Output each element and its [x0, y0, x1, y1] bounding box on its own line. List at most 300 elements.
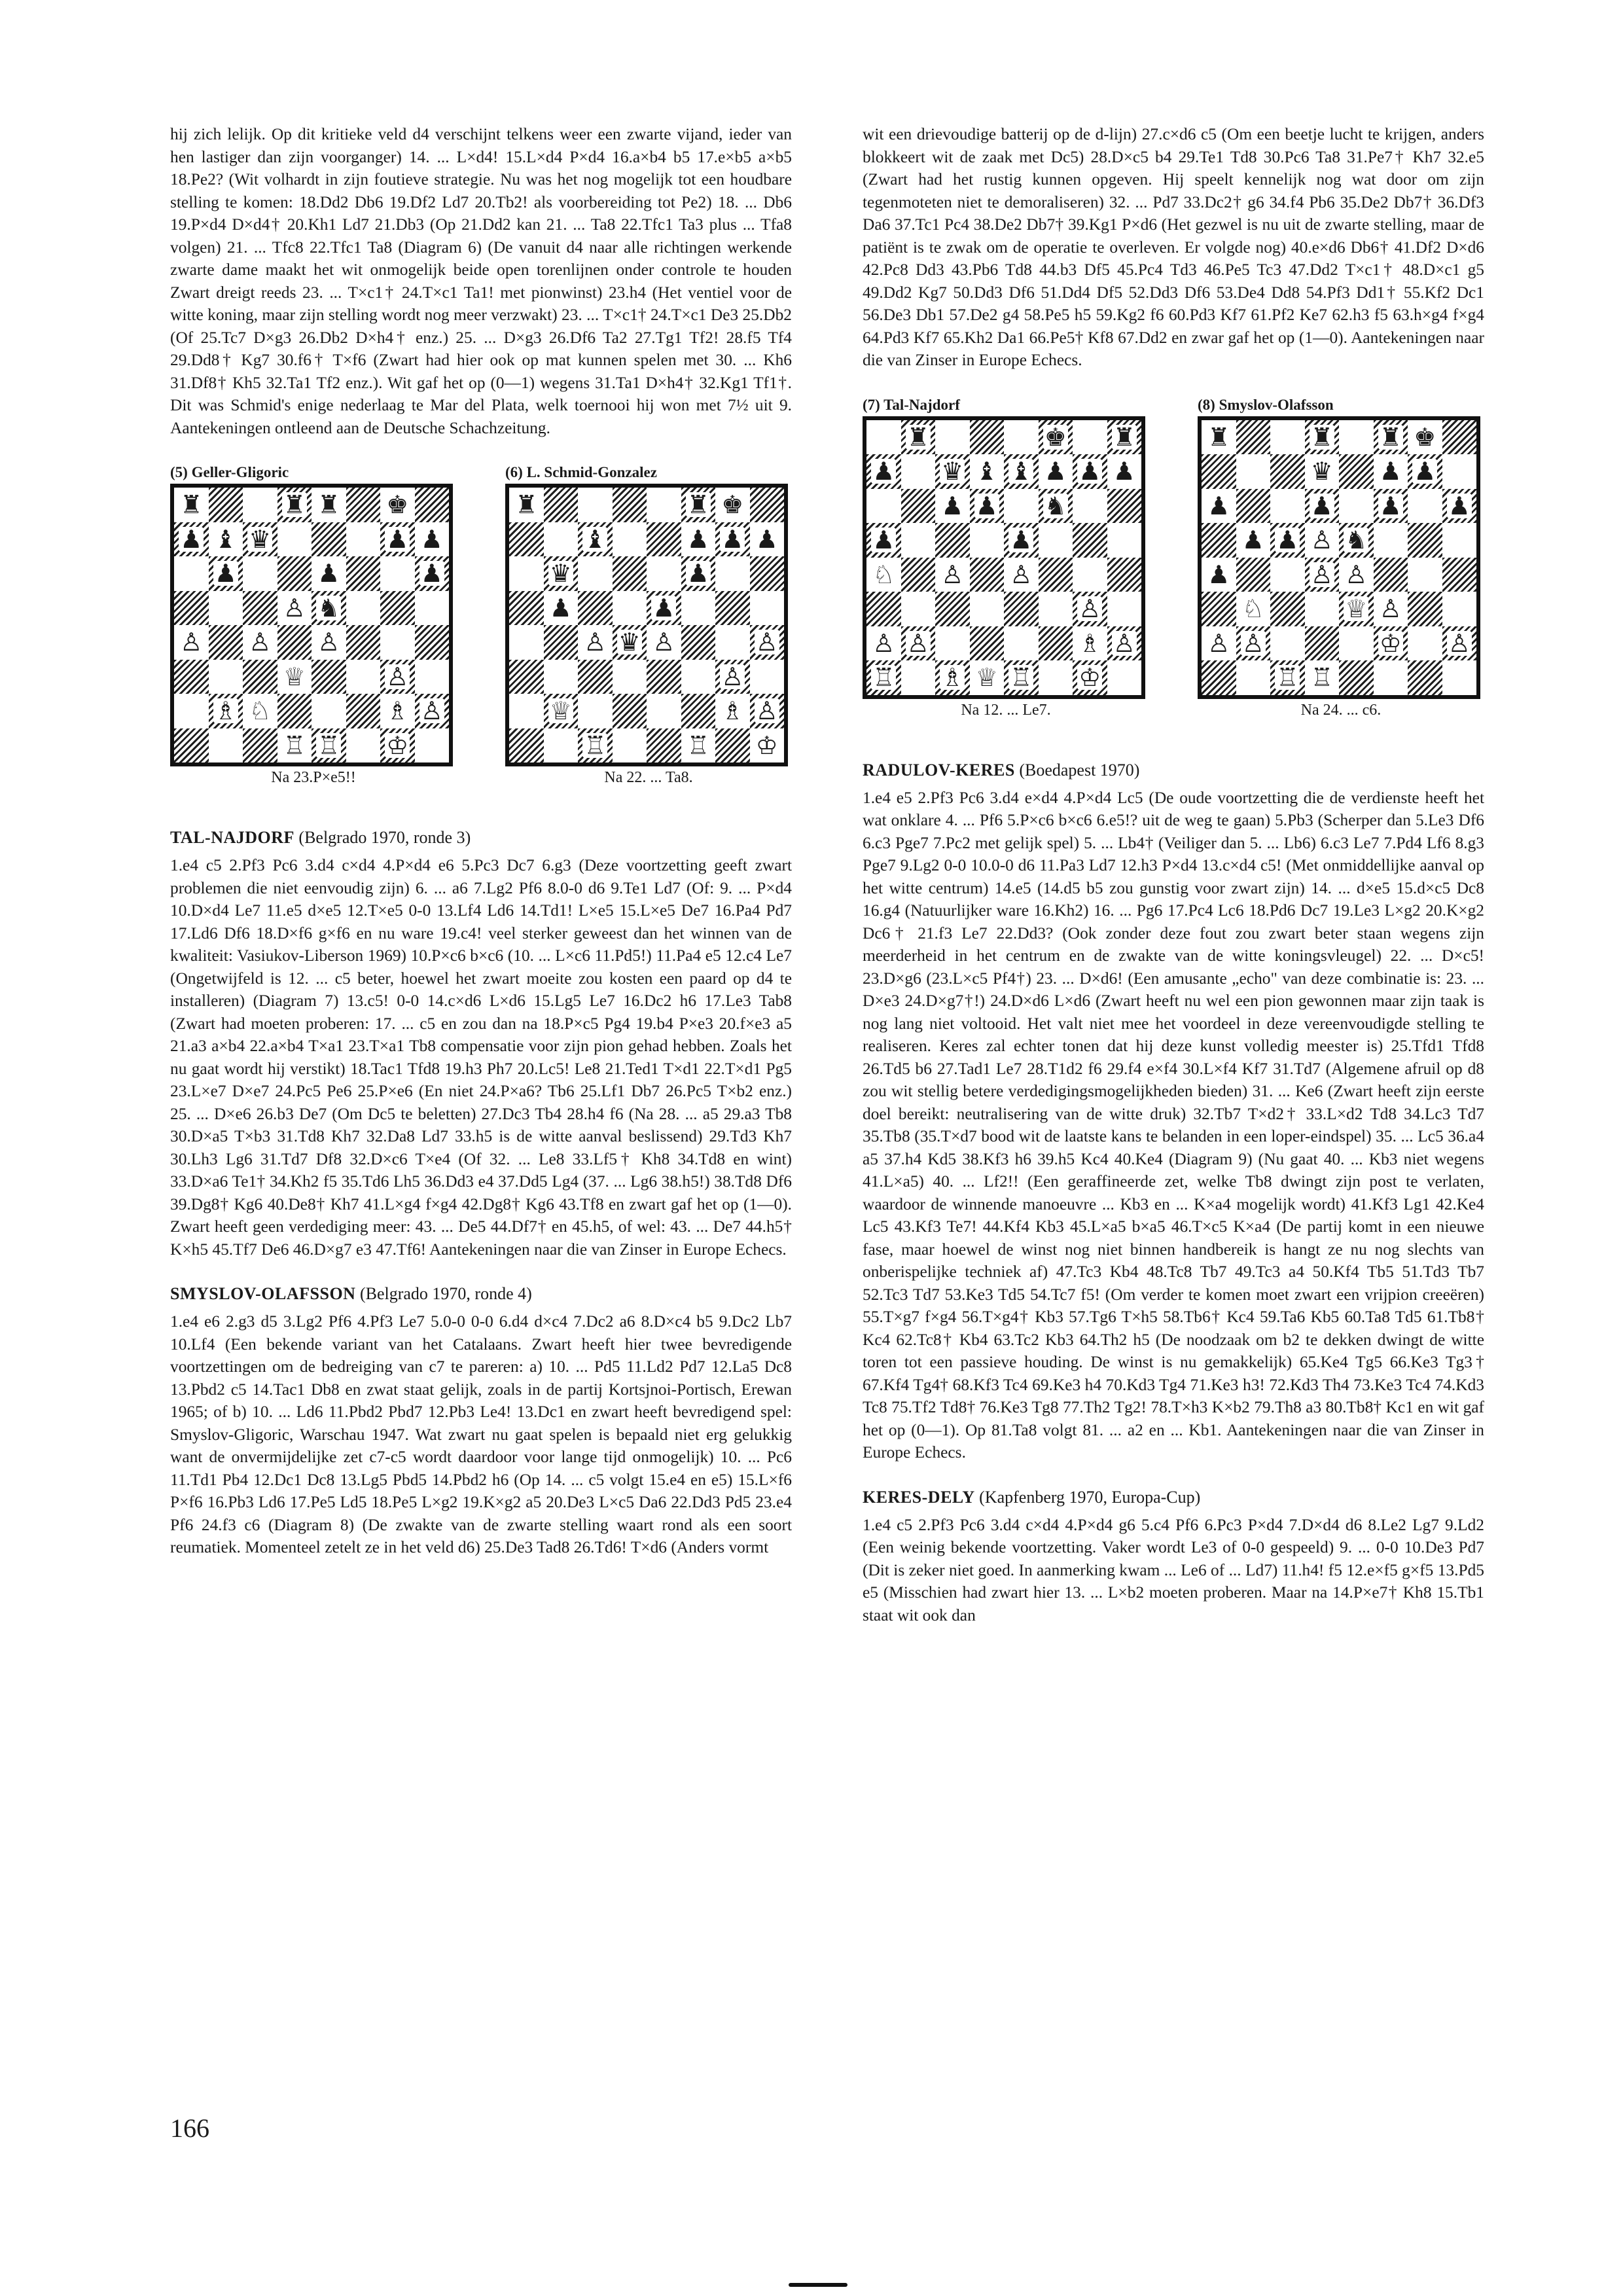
board-square [1039, 626, 1073, 661]
board-square [544, 660, 579, 694]
board-square [1305, 454, 1340, 489]
board-square [715, 488, 750, 522]
board-square [970, 592, 1005, 626]
chess-board [170, 484, 453, 766]
diagram-position-note: Na 12. ... Le7. [961, 701, 1051, 719]
chess-piece: ♗ [721, 696, 744, 726]
board-square [935, 660, 970, 695]
board-square [174, 728, 209, 763]
board-square [1004, 489, 1039, 524]
board-square [613, 660, 647, 694]
board-square [1374, 454, 1408, 489]
game-players: KERES-DELY [863, 1487, 975, 1507]
board-square [174, 694, 209, 728]
chess-piece: ♟ [1276, 526, 1299, 555]
board-square [613, 625, 647, 660]
board-square [243, 694, 277, 728]
board-square [1039, 592, 1073, 626]
board-square [1236, 592, 1271, 626]
board-square [1339, 523, 1374, 558]
diagram-position-note: Na 24. ... c6. [1300, 701, 1382, 719]
board-square [901, 489, 936, 524]
chess-piece: ♛ [1310, 457, 1333, 486]
board-square [509, 728, 544, 763]
board-square [415, 625, 450, 660]
chess-piece: ♟ [872, 526, 895, 555]
chess-piece: ♔ [755, 730, 778, 760]
chess-piece: ♙ [906, 628, 929, 658]
board-square [935, 523, 970, 558]
board-square [1270, 626, 1305, 661]
board-square [380, 728, 415, 763]
board-square [1202, 660, 1236, 695]
board-square [380, 660, 415, 694]
chess-piece: ♟ [687, 559, 709, 588]
game-text-keres-dely: 1.e4 c5 2.Pf3 Pc6 3.d4 c×d4 4.P×d4 g6 5.c4 Pf6 6.Pc3 P×d4 7.D×d4 d6 8.Le2 Lg7 9.Ld2 (Een weinig bekende voortzetting. Vaker wordt Le3 of 0-0 gespeeld) 9. ... 0-0 10.De3 Pd7 (Dit is zeker niet goed. In aanmerking kwam ... Le6 of ... Ld7) 11.h4! f5 12.e×f5 g×f5 13.Pd5 e5 (Misschien had zwart hier 13. ... L×b2 moeten proberen. Maar na 14.P×e7† Kh8 15.Tb1 staat wit ook dan [863, 1515, 1484, 1624]
chess-piece: ♙ [386, 662, 409, 691]
board-square [277, 522, 312, 557]
board-square [1004, 454, 1039, 489]
chess-board [863, 416, 1145, 699]
chess-piece: ♗ [214, 696, 237, 726]
chess-piece: ♟ [420, 524, 443, 554]
board-square [866, 454, 901, 489]
board-square [1408, 420, 1442, 455]
board-square [1236, 626, 1271, 661]
board-square [647, 660, 681, 694]
board-square [1073, 660, 1107, 695]
chess-piece: ♙ [755, 628, 778, 657]
board-square [715, 522, 750, 557]
chess-piece: ♕ [549, 696, 572, 726]
board-square [544, 694, 579, 728]
chess-piece: ♙ [180, 628, 203, 657]
chess-piece: ♟ [386, 524, 409, 554]
game-text-schmid-gonzalez: hij zich lelijk. Op dit kritieke veld d4 verschijnt telkens weer een zwarte vijand, ieder van hen lastiger dan zijn voorganger) 14. ... L×d4! 15.L×d4 P×d4 16.a×b4 b5 17.e×b5 a×b5 18.Pe2? (Wit volhardt in zijn foutieve strategie. Nu was het nog mogelijk tot een houdbare stelling te komen: 18.Dd2 Db6 19.Df2 Ld7 20.Tb2! als voorbereiding tot Pe2) 18. ... Db6 19.P×d4 D×d4† 20.Kh1 Ld7 21.Db3 (Op 21.Dd2 kan 21. ... Ta8 22.Tfc1 Ta3 plus ... Tfa8 volgen) 21. ... Tfc8 22.Tfc1 Ta8 (Diagram 6) (De vanuit d4 naar alle richtingen werkende zwarte dame maakt het wit onmogelijk beide open torenlijnen onder controle te houden Zwart dreigt reeds 23. ... T×c1† 24.T×c1 Ta1! met pionwinst) 23.h4 (Het ventiel voor de witte koning, maar zijn stelling wordt nog meer verzwakt) 23. ... T×c1† 24.T×c1 De3 25.Db2 (Of 25.Tc7 D×g3 26.Db2 D×h4† enz.) 25. ... D×g3 26.Df6 Ta2 27.Tg1 Tf2! 28.f5 Tf4 29.Dd8† Kg7 30.f6† T×f6 (Zwart had hier ook op mat kunnen spelen met 30. ... Kh6 31.Df8† Kh5 32.Ta1 Tf2 enz.). Wit gaf het op (0—1) wegens 31.Ta1 D×h4† 32.Kg1 Tf1†. Dit was Schmid's enige nederlaag te Mar del Plata, welk toernooi hij won met 7½ uit 9. Aantekeningen ontleend aan de Deutsche Schachzeitung. [170, 125, 792, 437]
board-square [1202, 626, 1236, 661]
board-square [715, 660, 750, 694]
board-square [970, 489, 1005, 524]
board-square [935, 592, 970, 626]
board-square [415, 660, 450, 694]
board-square [1339, 454, 1374, 489]
chess-piece: ♖ [1310, 663, 1333, 692]
chess-piece: ♟ [1207, 491, 1230, 520]
board-square [346, 488, 381, 522]
board-square [277, 625, 312, 660]
board-square [1374, 660, 1408, 695]
board-square [209, 694, 243, 728]
game-event: (Belgrado 1970, ronde 3) [298, 828, 471, 847]
chess-piece: ♕ [975, 663, 998, 692]
game-heading-keres-dely [863, 1486, 1484, 1509]
board-square [1039, 660, 1073, 695]
board-square [509, 522, 544, 557]
board-square [1236, 523, 1271, 558]
board-square [1339, 558, 1374, 592]
chess-piece: ♟ [755, 524, 778, 554]
diagram-7 [863, 394, 1149, 720]
board-square [935, 454, 970, 489]
chess-piece: ♙ [872, 628, 895, 658]
chess-piece: ♙ [721, 662, 744, 691]
board-square [647, 591, 681, 626]
game-text-tal-najdorf: 1.e4 c5 2.Pf3 Pc6 3.d4 c×d4 4.P×d4 e6 5.Pc3 Dc7 6.g3 (Deze voortzetting geeft zwart problemen die niet eenvoudig zijn) 6. ... a6 7.Lg2 Pf6 8.0-0 d6 9.Te1 Ld7 (Of: 9. ... P×d4 10.D×d4 Le7 11.e5 d×e5 12.T×e5 0-0 13.Lf4 Ld6 14.Td1! L×e5 15.L×e5 De7 16.Pa4 Pd7 17.Ld6 Df6 18.D×f6 g×f6 en nu ware 19.c4! veel sterker geweest dan het winnen van de kwaliteit: Vasiukov-Liberson 1969) 10.P×c6 b×c6 (10. ... L×c6 11.Pd5!) 11.Pa4 e5 12.c4 Le7 (Ongetwijfeld is 12. ... c5 beter, hoewel het zwart moeite zou kosten een paard op d4 te installeren) (Diagram 7) 13.c5! 0-0 14.c×d6 L×d6 15.Lg5 Le7 16.Dc2 h6 17.Le3 Tab8 (Zwart had moeten proberen: 17. ... c5 en zou dan na 18.P×c5 Pg4 19.b4 P×e3 20.f×e3 a5 21.a3 a×b4 22.a×b4 T×a1 23.T×a1 Tb8 compensatie voor zijn pion gehad hebben. Zoals het nu gaat wordt hij verstikt) 18.Tac1 Tfd8 19.h3 Ph7 20.Lc5! Le8 21.Ted1 T×d1 22.T×d1 Pg5 23.L×e7 D×e7 24.Pc5 Pe6 25.P×e6 (En niet 24.P×a6? Tb6 25.Lf1 Db7 26.Pc5 T×b2 enz.) 25. ... D×e6 26.b3 De7 (Om Dc5 te beletten) 27.Dc3 Tb4 28.h4 f6 (Na 28. ... a5 29.a3 Tb8 30.D×a5 T×b3 31.Td8 Kh7 32.Da8 Ld7 33.h5 is de witte aanval beslissend) 29.Td3 Kh7 30.Lh3 Lg6 31.Td7 Df8 32.D×c6 T×e4 (Of 32. ... Le8 33.Lf5† Kh8 34.Td8 en wint) 33.D×a6 Te1† 34.Kh2 f5 35.Td6 Lh5 36.Dd3 e4 37.Dd5 Lg4 (37. ... Lg6 38.h5!) 38.Td8 Df6 39.Dg8† Kg6 40.De8† Kh7 41.L×g4 f×g4 42.Dg8† Kg6 43.Tf8 en zwart gaf het op (1—0). Zwart heeft geen verdediging meer: 43. ... De5 44.Df7† en 45.h5, of wel: 43. ... De7 44.h5† K×h5 45.Tf7 De6 46.D×g7 e3 47.Tf6! Aantekeningen naar die van Zinser in Europe Echecs. [170, 856, 792, 1259]
board-square [1107, 592, 1142, 626]
chess-piece: ♜ [906, 422, 929, 452]
board-square [1305, 420, 1340, 455]
chess-piece: ♙ [1079, 594, 1101, 624]
chess-piece: ♗ [1079, 628, 1101, 658]
board-square [544, 522, 579, 557]
board-square [544, 488, 579, 522]
board-square [681, 660, 716, 694]
game-event: (Boedapest 1970) [1019, 760, 1140, 780]
board-square [346, 556, 381, 591]
board-square [866, 592, 901, 626]
chess-piece: ♟ [1414, 457, 1436, 486]
board-square [509, 556, 544, 591]
board-square [312, 556, 346, 591]
chess-piece: ♝ [1010, 457, 1033, 486]
game-text-smyslov-olafsson: 1.e4 e6 2.g3 d5 3.Lg2 Pf6 4.Pf3 Le7 5.0-0 0-0 6.d4 d×c4 7.Dc2 a6 8.D×c4 b5 9.Dc2 Lb7 10.Lf4 (Een bekende variant van het Catalaans. Zwart heeft hier twee bevredigende voortzettingen om de bedreiging van c7 te pareren: a) 10. ... Pd5 11.Ld2 Pd7 12.La5 Dc8 13.Pbd2 c5 14.Tac1 Db8 en zwat staat gelijk, zoals in de partij Kortsjnoi-Portisch, Erewan 1965; of b) 10. ... Ld6 11.Pbd2 Pbd7 12.Pb3 Le4! 13.Dc1 en zwart heeft bevredigend spel: Smyslov-Gligoric, Warschau 1947. Wat zwart nu gaat spelen is bepaald niet erg gelukkig want de onvermijdelijke zet c7-c5 wordt daardoor voor lange tijd onmogelijk) 10. ... Pc6 11.Td1 Pb4 12.Dc1 Dc8 13.Lg5 Pbd5 14.Pbd2 h6 (Op 14. ... c5 volgt 15.e4 en e5) 15.L×f6 P×f6 16.Pb3 Ld6 17.Pe5 Ld5 18.Pe5 L×g2 19.K×g2 a5 20.De3 L×c5 Da6 22.Dd3 Pd5 23.e4 Pf6 24.f3 c6 (Diagram 8) (De zwakte van de zwarte stelling waart rond als een soort reumatiek. Momenteel zetelt ze in het veld d6) 25.De3 Tad8 26.Td6! T×d6 (Anders vormt [170, 1312, 792, 1556]
game-event: (Belgrado 1970, ronde 4) [359, 1284, 532, 1303]
board-square [970, 626, 1005, 661]
board-square [935, 489, 970, 524]
board-square [1270, 558, 1305, 592]
board-square [901, 626, 936, 661]
board-square [1374, 420, 1408, 455]
chess-piece: ♘ [249, 696, 272, 726]
game-text-smyslov-olafsson-continued: wit een drievoudige batterij op de d-lijn) 27.c×d6 c5 (Om een beetje lucht te krijgen, anders blokkeert wit de zaak met Dc5) 28.D×c5 b4 29.Te1 Td8 30.Pc6 Ta8 31.Pe7† Kh7 32.e5 (Zwart had het rustig kunnen opgeven. Hij speelt kennelijk nog wat door om zijn tegenmoteten niet te demoraliseren) 32. ... Pd7 33.Dc2† g6 34.f4 Pb6 35.De2 Db7† 36.Df3 Da6 37.Tc1 Pc4 38.De2 Db7† 39.Kg1 P×d6 (Het gezwel is nu uit de zwarte stelling, maar de patiënt is te zwak om de operatie te overleven. Er volgde nog) 40.e×d6 Db6† 41.Df2 D×d6 42.Pc8 Dd3 43.Pb6 Td8 44.b3 Df5 45.Pc4 Td3 46.Pe5 Tc3 47.Dd2 T×c1† 48.D×c1 g5 49.Dd2 Kg7 50.Dd3 Df6 51.Dd4 Df5 52.Dd3 Df6 53.De4 Dd8 54.Pf3 Dd1† 55.Kf2 Dc1 56.De3 Db1 57.De2 g4 58.Pe5 h5 59.Kg2 f6 60.Pd3 Kf7 61.Pf2 Ke7 62.h3 f5 63.h×g4 f×g4 64.Pd3 Kf7 65.Kh2 Da1 66.Pe5† Kf8 67.Dd2 en zwar gaf het op (1—0). Aantekeningen naar die van Zinser in Europe Echecs. [863, 125, 1484, 369]
chess-piece: ♜ [1113, 422, 1135, 452]
chess-piece: ♙ [755, 696, 778, 726]
board-square [1039, 523, 1073, 558]
diagram-position-note: Na 22. ... Ta8. [604, 769, 693, 786]
board-square [415, 556, 450, 591]
game-heading-smyslov-olafsson [170, 1283, 792, 1305]
board-square [346, 625, 381, 660]
chess-piece: ♟ [1079, 457, 1101, 486]
board-square [647, 694, 681, 728]
board-square [1305, 523, 1340, 558]
board-square [681, 522, 716, 557]
board-square [647, 625, 681, 660]
page-number: 166 [170, 2113, 209, 2143]
board-square [970, 660, 1005, 695]
board-square [613, 488, 647, 522]
board-square [277, 728, 312, 763]
chess-piece: ♙ [652, 628, 675, 657]
board-square [1442, 558, 1477, 592]
board-square [346, 522, 381, 557]
chess-piece: ♟ [652, 593, 675, 622]
board-square [901, 592, 936, 626]
board-square [1004, 558, 1039, 592]
board-square [544, 591, 579, 626]
board-square [1339, 420, 1374, 455]
board-square [866, 523, 901, 558]
board-square [243, 728, 277, 763]
board-square [209, 591, 243, 626]
chess-piece: ♙ [1345, 560, 1368, 589]
board-square [544, 625, 579, 660]
diagram-row-5-6 [170, 461, 792, 787]
board-square [174, 522, 209, 557]
chess-piece: ♖ [283, 730, 306, 760]
board-square [750, 522, 785, 557]
chess-piece: ♟ [1448, 491, 1471, 520]
chess-piece: ♙ [1310, 526, 1333, 555]
board-square [277, 694, 312, 728]
board-square [578, 625, 613, 660]
right-column [863, 123, 1484, 1649]
board-square [1039, 558, 1073, 592]
board-square [243, 556, 277, 591]
chess-piece: ♔ [386, 730, 409, 760]
board-square [578, 488, 613, 522]
chess-piece: ♙ [1010, 560, 1033, 589]
board-square [1202, 420, 1236, 455]
chess-piece: ♞ [1044, 491, 1067, 520]
board-square [209, 556, 243, 591]
board-square [681, 556, 716, 591]
board-square [1270, 660, 1305, 695]
board-square [1107, 626, 1142, 661]
board-square [1442, 420, 1477, 455]
chess-piece: ♟ [180, 524, 203, 554]
board-square [1202, 489, 1236, 524]
board-square [1236, 558, 1271, 592]
chess-piece: ♚ [1044, 422, 1067, 452]
chess-piece: ♘ [872, 560, 895, 589]
board-square [578, 591, 613, 626]
board-square [750, 591, 785, 626]
board-square [1374, 523, 1408, 558]
chess-piece: ♟ [549, 593, 572, 622]
chess-piece: ♗ [941, 663, 964, 692]
game-heading-radulov-keres [863, 759, 1484, 781]
board-square [1004, 592, 1039, 626]
board-square [1442, 489, 1477, 524]
board-square [1442, 626, 1477, 661]
board-square [750, 694, 785, 728]
board-square [243, 522, 277, 557]
board-square [866, 420, 901, 455]
chess-piece: ♜ [283, 490, 306, 520]
board-square [509, 625, 544, 660]
board-square [750, 625, 785, 660]
diagram-6 [505, 461, 792, 787]
chess-piece: ♙ [1207, 628, 1230, 658]
board-square [681, 728, 716, 763]
board-square [1339, 592, 1374, 626]
chess-piece: ♙ [1113, 628, 1135, 658]
board-square [415, 728, 450, 763]
chess-piece: ♝ [975, 457, 998, 486]
left-column [170, 123, 792, 1581]
board-square [415, 591, 450, 626]
chess-piece: ♙ [1310, 560, 1333, 589]
chess-piece: ♟ [1379, 491, 1402, 520]
board-square [209, 488, 243, 522]
board-square [1004, 626, 1039, 661]
chess-piece: ♛ [249, 524, 272, 554]
chess-piece: ♙ [1241, 628, 1264, 658]
board-square [866, 626, 901, 661]
board-square [1374, 592, 1408, 626]
chess-piece: ♘ [1241, 594, 1264, 624]
chess-piece: ♔ [1079, 663, 1101, 692]
board-square [715, 591, 750, 626]
board-square [1374, 489, 1408, 524]
board-square [613, 522, 647, 557]
board-square [544, 556, 579, 591]
board-square [578, 556, 613, 591]
board-square [277, 556, 312, 591]
board-square [1202, 454, 1236, 489]
chess-piece: ♔ [1379, 628, 1402, 658]
board-square [380, 591, 415, 626]
board-square [613, 694, 647, 728]
board-square [1408, 489, 1442, 524]
chess-piece: ♙ [941, 560, 964, 589]
chess-piece: ♟ [1044, 457, 1067, 486]
board-square [613, 728, 647, 763]
board-square [1442, 592, 1477, 626]
board-square [970, 454, 1005, 489]
board-square [1442, 660, 1477, 695]
chess-piece: ♞ [317, 593, 340, 622]
board-square [415, 522, 450, 557]
board-square [1004, 420, 1039, 455]
board-square [1270, 454, 1305, 489]
board-square [174, 591, 209, 626]
chess-piece: ♙ [283, 593, 306, 622]
board-square [681, 694, 716, 728]
board-square [681, 488, 716, 522]
chess-piece: ♖ [872, 663, 895, 692]
chess-piece: ♟ [420, 559, 443, 588]
board-square [1236, 489, 1271, 524]
game-text-radulov-keres: 1.e4 e5 2.Pf3 Pc6 3.d4 e×d4 4.P×d4 Lc5 (De oude voortzetting die de verdienste heeft het wat onklare 4. ... Pf6 5.P×c6 b×c6 6.e5!? uit de weg te gaan) 5.Pb3 (Scherper dan 5.Le3 Df6 6.c3 Pge7 7.Pc2 met gelijk spel) 5. ... Lb4† (Veiliger dan 5. ... Lb6) 6.c3 Le7 7.Pd4 Lf6 8.g3 Pge7 9.Lg2 0-0 10.0-0 d6 11.Pa3 Ld7 12.h3 P×d4 13.c×d4 c5! (Met onmiddellijke aanval op het witte centrum) 14.e5 (14.d5 b5 zou gunstig voor zwart zijn) 14. ... d×e5 15.d×c5 Dc8 16.g4 (Natuurlijker ware 16.Kh2) 16. ... Pg6 17.Pc4 Lc6 18.Pd6 Dc7 19.Le3 L×g2 20.K×g2 Dc6† 21.f3 Le7 22.Dd3? (Ook zonder deze fout zou zwart beter staan wegens zijn meerderheid in het centrum en de zwakte van de witte koningsvleugel) 22. ... D×c5! 23.D×g6 (23.L×c5 Pf4†) 23. ... D×d6! (Een amusante „echo" van deze combinatie is: 23. ... D×e3 24.D×g7†!) 24.D×d6 L×d6 (Zwart heeft nu wel een pion gewonnen maar zijn taak is nog lang niet voltooid. Het valt niet mee het voordeel in deze vereenvoudigde stelling te realiseren. Keres zal echter tonen dat hij deze kunst volledig meester is) 25.Tfd1 Tfd8 26.Td5 b6 27.Tad1 Le7 28.T1d2 f6 29.f4 e×f4 30.L×f4 Kf7 31.Td7 (Algemene afruil op d8 zou wit stellig betere verdedigingsmogelijkheden bieden) 31. ... Ke6 (Zwart heeft zijn eerste doel bereikt: neutralisering van de witte druk) 32.Tb7 T×d2† 33.L×d2 Td8 34.Lc3 Td7 35.Tb8 (35.T×d7 bood wit de laatste kans te belanden in een loper-eindspel) 35. ... Lc5 36.a4 a5 37.h4 Kd5 38.Kf3 h6 39.h5 Kc4 40.Ke4 (Diagram 9) (Nu gaat 40. ... Kb3 niet wegens 41.L×a5) 40. ... Lf2!! (Een geraffineerde zet, welke Tb8 dwingt zijn post te verlaten, waardoor de winnende manoeuvre ... Kb3 en ... K×a4 mogelijk wordt) 41.Kf3 Lg1 42.Ke4 Lc5 43.Kf3 Te7! 44.Kf4 Kb3 45.L×a5 b×a5 46.T×c5 K×a4 (De partij komt in een nieuwe fase, maar hoewel de winst nog niet binnen handbereik is hangt ze nu nog slechts van onberispelijke techniek af) 47.Tc3 Kb4 48.Tc8 Tb7 49.Tc3 a4 50.Kf4 Tb5 51.Td3 Tb7 52.Tc3 Td7 53.Ke3 Td5 54.Tc7 f5! (Om verder te komen moet zwart een vrijpion creeëren) 55.T×g7 f×g4 56.T×g4† Kb3 57.Tg6 T×h5 58.Tb6† Kc4 59.Ta6 Kb5 60.Ta8 Td5 61.Tb8† Kc4 62.Tc8† Kb4 63.Tc2 Kb3 64.Th2 h5 (De noodzaak om b2 te dekken dwingt de witte toren tot een passieve houding. De winst is nu gemakkelijk) 65.Ke4 Tg5 66.Ke3 Tg3† 67.Kf4 Tg4† 68.Kf3 Tc4 69.Ke3 h4 70.Kd3 Tg4 71.Ke3 h3! 72.Kd3 Th4 73.Ke3 Tc4 74.Kd3 Tc8 75.Tf2 Td8† 76.Ke3 Tg8 77.Th2 Tg2! 78.T×h3 K×b2 79.Th8 a3 80.Tb8† Kc1 en wit gaf het op (0—1). Op 81.Ta8 volgt 81. ... a2 en ... Kb1. Aantekeningen naar die van Zinser in Europe Echecs. [863, 788, 1484, 1462]
board-square [647, 522, 681, 557]
board-square [1073, 420, 1107, 455]
board-square [1305, 558, 1340, 592]
chess-piece: ♚ [721, 490, 744, 520]
board-square [415, 488, 450, 522]
board-square [970, 420, 1005, 455]
chess-piece: ♚ [1414, 422, 1436, 452]
board-square [243, 591, 277, 626]
board-square [174, 556, 209, 591]
board-square [715, 625, 750, 660]
board-square [1305, 626, 1340, 661]
chess-piece: ♟ [1241, 526, 1264, 555]
board-square [209, 625, 243, 660]
board-square [901, 558, 936, 592]
board-square [1442, 454, 1477, 489]
board-square [544, 728, 579, 763]
chess-piece: ♕ [283, 662, 306, 691]
board-square [346, 728, 381, 763]
board-square [209, 728, 243, 763]
board-square [312, 488, 346, 522]
board-square [1039, 489, 1073, 524]
chess-board [1198, 416, 1480, 699]
game-players: RADULOV-KERES [863, 760, 1015, 780]
board-square [1039, 454, 1073, 489]
board-square [866, 558, 901, 592]
board-square [750, 660, 785, 694]
board-square [1270, 420, 1305, 455]
chess-piece: ♟ [1010, 526, 1033, 555]
chess-piece: ♙ [420, 696, 443, 726]
chess-piece: ♜ [515, 490, 538, 520]
chess-piece: ♟ [872, 457, 895, 486]
board-square [715, 728, 750, 763]
board-square [750, 728, 785, 763]
board-square [715, 694, 750, 728]
chess-piece: ♟ [214, 559, 237, 588]
board-square [935, 420, 970, 455]
chess-piece: ♟ [1113, 457, 1135, 486]
chess-piece: ♛ [618, 628, 641, 657]
board-square [578, 728, 613, 763]
board-square [380, 522, 415, 557]
board-square [312, 591, 346, 626]
board-square [209, 522, 243, 557]
chess-piece: ♙ [1448, 628, 1471, 658]
board-square [1107, 558, 1142, 592]
board-square [1339, 626, 1374, 661]
chess-piece: ♞ [1345, 526, 1368, 555]
chess-piece: ♙ [249, 628, 272, 657]
board-square [970, 558, 1005, 592]
board-square [1305, 592, 1340, 626]
chess-piece: ♖ [687, 730, 709, 760]
chess-piece: ♜ [1207, 422, 1230, 452]
board-square [681, 591, 716, 626]
board-square [174, 660, 209, 694]
board-square [1073, 592, 1107, 626]
chess-piece: ♙ [1379, 594, 1402, 624]
board-square [277, 660, 312, 694]
chess-piece: ♟ [1379, 457, 1402, 486]
chess-piece: ♟ [687, 524, 709, 554]
board-square [380, 694, 415, 728]
board-square [243, 488, 277, 522]
board-square [1374, 558, 1408, 592]
board-square [277, 591, 312, 626]
board-square [901, 454, 936, 489]
chess-piece: ♙ [584, 628, 607, 657]
chess-piece: ♟ [975, 491, 998, 520]
board-square [174, 625, 209, 660]
board-square [1202, 558, 1236, 592]
board-square [209, 660, 243, 694]
board-square [901, 660, 936, 695]
diagram-row-7-8 [863, 394, 1484, 720]
board-square [970, 523, 1005, 558]
board-square [750, 488, 785, 522]
chess-piece: ♟ [721, 524, 744, 554]
board-square [1270, 592, 1305, 626]
board-square [901, 420, 936, 455]
board-square [1270, 489, 1305, 524]
board-square [1202, 592, 1236, 626]
board-square [277, 488, 312, 522]
